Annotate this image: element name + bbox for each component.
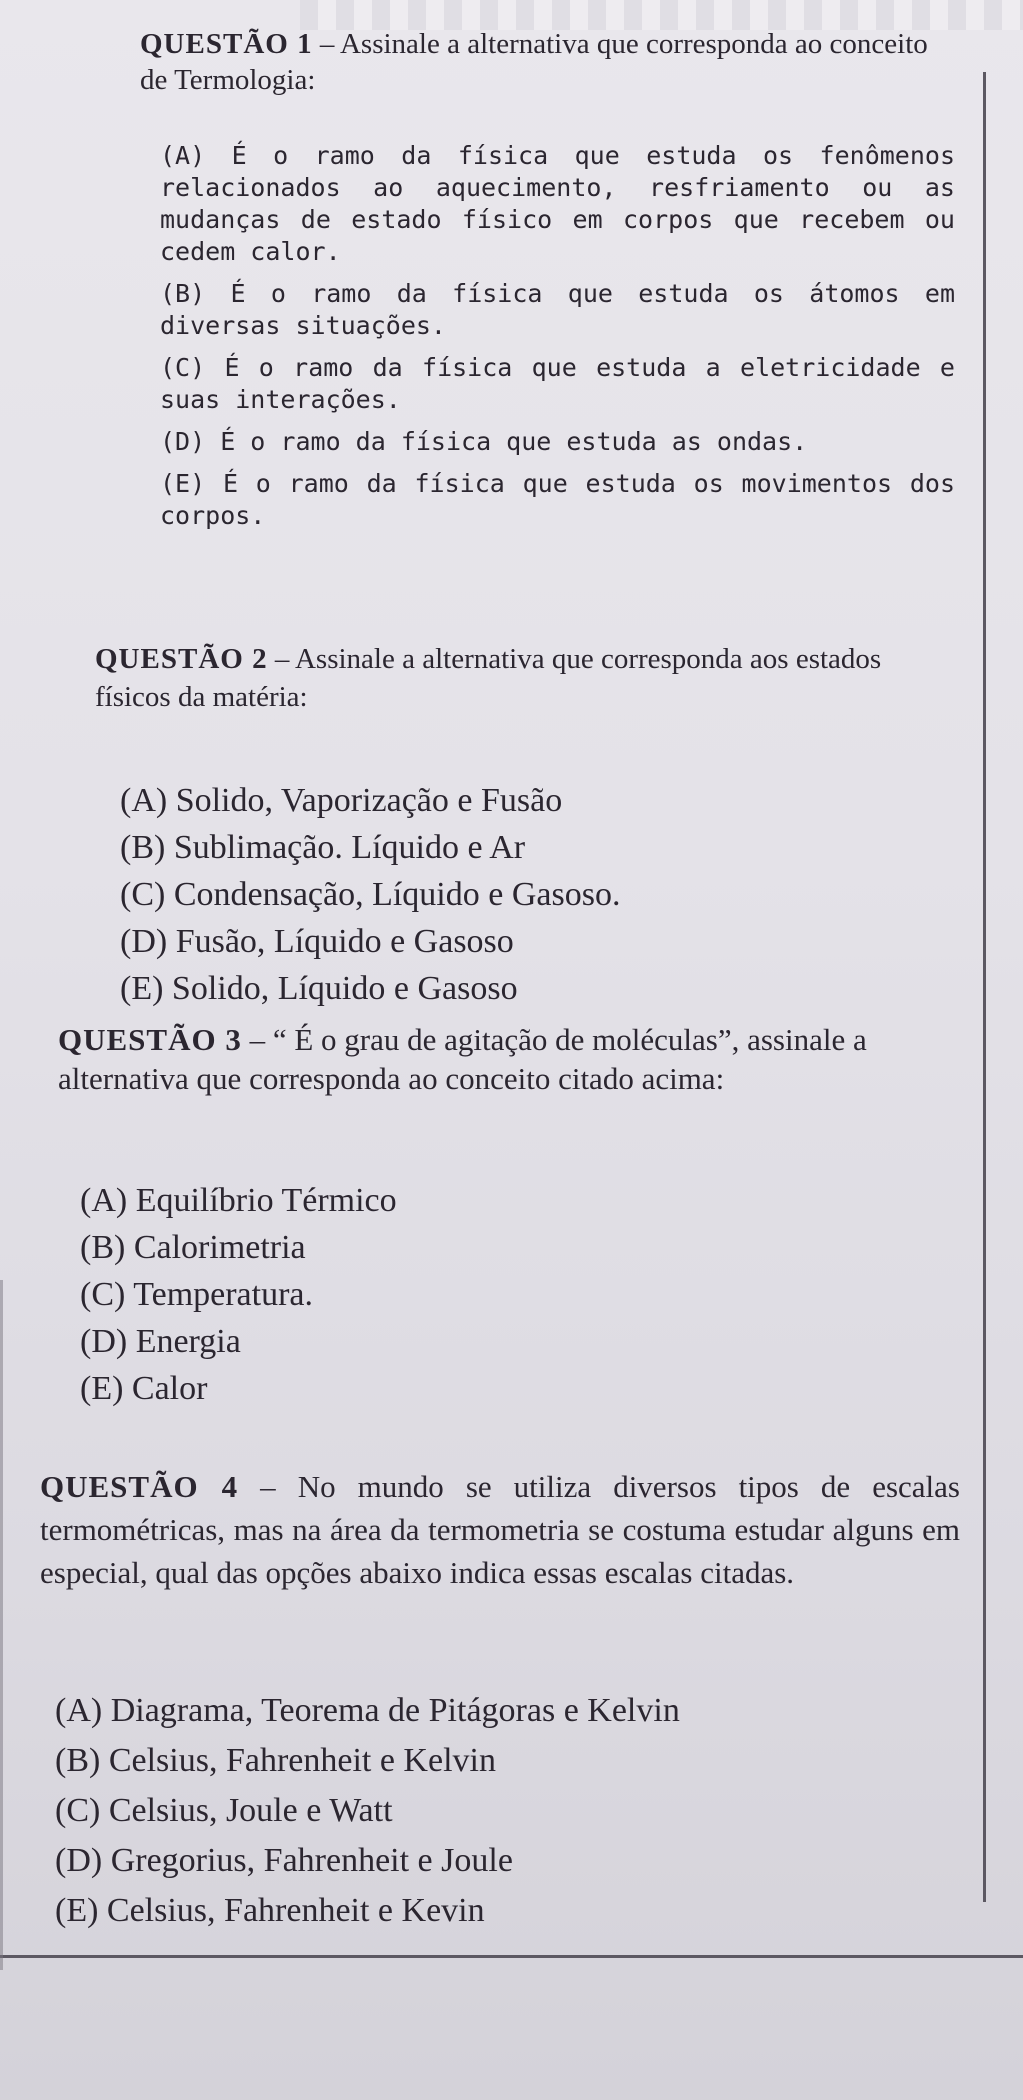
question-4-text: – No mundo se utiliza diversos tipos de escalas termométricas, mas na área da termometria se costuma estudar alguns em especial, qual das opções abaixo indica essas escalas citadas. — [40, 1469, 960, 1590]
question-1-option-c: (C) É o ramo da física que estuda a eletricidade e suas interações. — [160, 353, 955, 414]
question-2-option-a: (A) Solido, Vaporização e Fusão — [120, 782, 563, 819]
question-2-option-c: (C) Condensação, Líquido e Gasoso. — [120, 876, 621, 913]
question-3-options — [80, 1180, 900, 1410]
question-1-option-b: (B) É o ramo da física que estuda os átomos em diversas situações. — [160, 279, 955, 340]
question-3-option-d: (D) Energia — [80, 1323, 241, 1360]
question-1-options — [160, 140, 955, 532]
question-1-label: QUESTÃO 1 — [140, 28, 313, 60]
page-border-left — [0, 1280, 3, 1970]
question-3-option-e: (E) Calor — [80, 1370, 208, 1407]
question-3-option-b: (B) Calorimetria — [80, 1229, 306, 1266]
question-3-option-c: (C) Temperatura. — [80, 1276, 314, 1313]
question-2-text: – Assinale a alternativa que corresponda aos estados físicos da matéria: — [95, 643, 882, 713]
question-4-option-b: (B) Celsius, Fahrenheit e Kelvin — [55, 1742, 496, 1779]
page-border-bottom — [0, 1955, 1023, 1958]
question-1-heading — [140, 26, 960, 98]
question-4-option-d: (D) Gregorius, Fahrenheit e Joule — [55, 1842, 513, 1879]
question-3 — [58, 1020, 948, 1098]
question-1-option-e: (E) É o ramo da física que estuda os movimentos dos corpos. — [160, 469, 955, 530]
question-2-option-b: (B) Sublimação. Líquido e Ar — [120, 829, 526, 866]
question-4-option-a: (A) Diagrama, Teorema de Pitágoras e Kelvin — [55, 1692, 680, 1729]
question-3-text: – “ É o grau de agitação de moléculas”, assinale a alternativa que corresponda ao conceito citado acima: — [58, 1022, 867, 1096]
question-2-label: QUESTÃO 2 — [95, 643, 268, 675]
page-border-right — [983, 72, 986, 1902]
question-1-option-d: (D) É o ramo da física que estuda as ondas. — [160, 427, 808, 456]
question-4-heading — [40, 1465, 960, 1594]
question-2-option-e: (E) Solido, Líquido e Gasoso — [120, 970, 518, 1007]
question-2-heading — [95, 640, 935, 716]
question-3-heading — [58, 1020, 948, 1098]
question-1-option-a: (A) É o ramo da física que estuda os fenômenos relacionados ao aquecimento, resfriamento ou as mudanças de estado físico em corpos que recebem ou cedem calor. — [160, 141, 955, 266]
question-4-label: QUESTÃO 4 — [40, 1469, 239, 1504]
question-4-option-e: (E) Celsius, Fahrenheit e Kevin — [55, 1892, 485, 1929]
question-4 — [40, 1465, 960, 1594]
question-4-option-c: (C) Celsius, Joule e Watt — [55, 1792, 393, 1829]
question-3-option-a: (A) Equilíbrio Térmico — [80, 1182, 397, 1219]
question-2-option-d: (D) Fusão, Líquido e Gasoso — [120, 923, 514, 960]
question-1 — [140, 26, 960, 98]
question-1-text: – Assinale a alternativa que corresponda ao conceito de Termologia: — [140, 28, 928, 96]
question-4-options — [55, 1690, 955, 1932]
question-3-label: QUESTÃO 3 — [58, 1022, 242, 1057]
question-2-options — [120, 780, 940, 1010]
question-2 — [95, 640, 935, 716]
